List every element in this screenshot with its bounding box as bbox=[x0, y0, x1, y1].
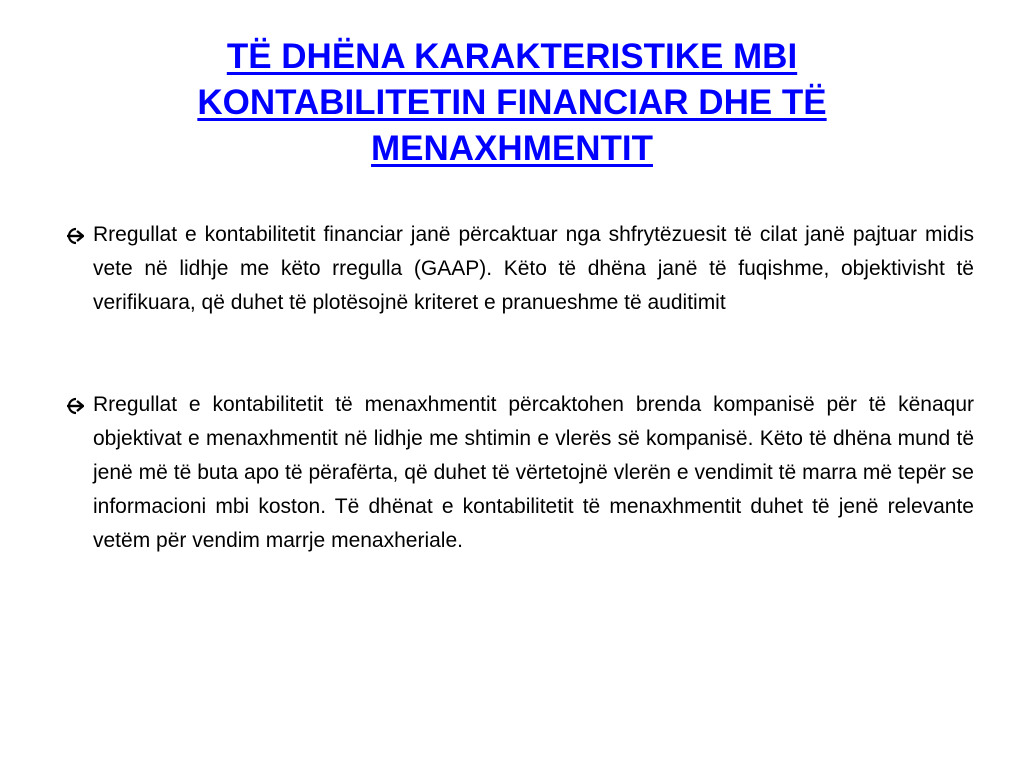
slide-title bbox=[80, 34, 944, 172]
bullet-item-2 bbox=[62, 388, 974, 558]
arrow-circle-right-icon bbox=[62, 397, 84, 415]
slide-title-line-3: MENAXHMENTIT bbox=[371, 129, 653, 168]
bullet-list bbox=[62, 218, 974, 558]
bullet-item-1 bbox=[62, 218, 974, 320]
bullet-text-1: Rregullat e kontabilitetit financiar janë përcaktuar nga shfrytëzuesit të cilat janë pajtuar midis vete në lidhje me këto rregulla (GAAP). Këto të dhëna janë të fuqishme, objektivisht të verifikuara, që duhet të plotësojnë kriteret e pranueshme të auditimit bbox=[93, 223, 974, 314]
slide-title-line-2: KONTABILITETIN FINANCIAR DHE TË bbox=[197, 83, 827, 122]
bullet-text-2: Rregullat e kontabilitetit të menaxhmentit përcaktohen brenda kompanisë për të kënaqur objektivat e menaxhmentit në lidhje me shtimin e vlerës së kompanisë. Këto të dhëna mund të jenë më të buta apo të përafërta, që duhet të vërtetojnë vlerën e vendimit të marra më tepër se informacioni mbi koston. Të dhënat e kontabilitetit të menaxhmentit duhet të jenë relevante vetëm për vendim marrje menaxheriale. bbox=[93, 393, 974, 552]
slide-title-line-1: TË DHËNA KARAKTERISTIKE MBI bbox=[226, 37, 798, 76]
arrow-circle-right-icon bbox=[62, 227, 84, 245]
